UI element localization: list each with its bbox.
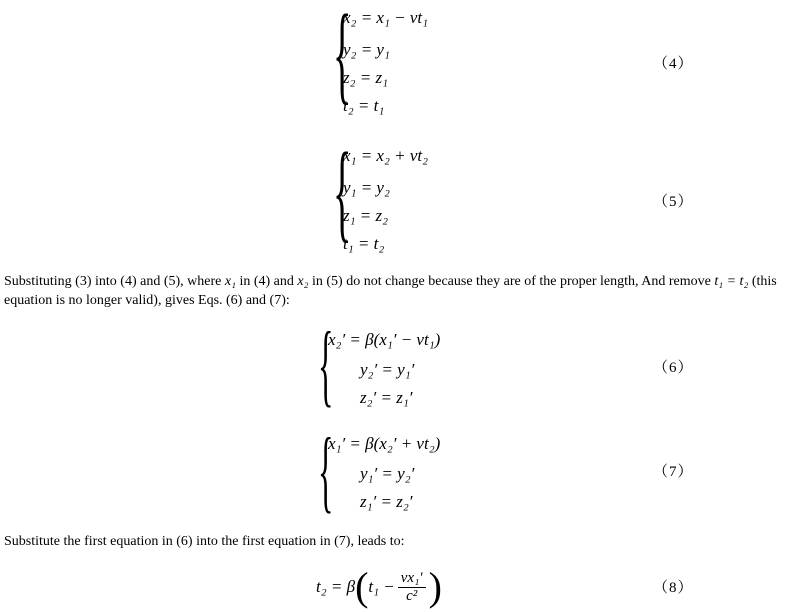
equation-line: z₂ = z₁ — [343, 68, 389, 87]
left-brace: { — [318, 313, 334, 415]
equation-8 — [316, 562, 442, 612]
equation-line: z₁′ = z₂′ — [360, 492, 413, 511]
equation-line: z₂′ = z₁′ — [360, 388, 413, 407]
equation-number-7: （7） — [653, 464, 694, 480]
equation-line: y₂′ = y₁′ — [360, 360, 415, 379]
equation-term: t₁ − — [368, 577, 395, 596]
equation-system-7 — [318, 419, 518, 521]
math-variable: t₁ = t₂ — [714, 274, 749, 289]
math-variable: x₁ — [224, 274, 236, 289]
equation-system-4 — [333, 0, 533, 115]
right-paren: ) — [428, 564, 442, 609]
equation-line: x₁ = x₂ + vt₂ — [343, 146, 429, 165]
equation-system-6 — [318, 313, 518, 415]
math-variable: x₂ — [297, 274, 309, 289]
text-run: Substitute the first equation in (6) into the first equation in (7), leads to: — [4, 534, 405, 549]
equation-number-4: （4） — [653, 56, 694, 72]
body-paragraph — [4, 272, 806, 310]
equation-number-6: （6） — [653, 360, 694, 376]
left-brace: { — [318, 419, 334, 521]
equation-line: t₁ = t₂ — [343, 234, 385, 253]
equation-lhs: t₂ = β — [316, 577, 356, 596]
equation-line: y₁′ = y₂′ — [360, 464, 415, 483]
equation-line: t₂ = t₁ — [343, 96, 385, 115]
equation-line: x₂′ = β(x₁′ − vt₁) — [328, 330, 441, 349]
equation-line: y₂ = y₁ — [343, 40, 390, 59]
text-run: (this equation is no longer valid), gives Eqs. (6) and (7): — [4, 274, 777, 308]
equation-number-5: （5） — [653, 194, 694, 210]
equation-line: y₁ = y₂ — [343, 178, 390, 197]
text-run: in (5) do not change because they are of the proper length, And remove — [308, 274, 715, 289]
fraction — [398, 570, 426, 605]
body-paragraph — [4, 532, 806, 551]
equation-line: x₁′ = β(x₂′ + vt₂) — [328, 434, 441, 453]
equation-line: z₁ = z₂ — [343, 206, 389, 225]
left-brace: { — [333, 0, 352, 114]
equation-line: x₂ = x₁ − vt₁ — [343, 8, 429, 27]
left-brace: { — [333, 130, 352, 252]
text-run: in (4) and — [235, 274, 298, 289]
fraction-denominator: c² — [406, 587, 418, 604]
equation-number-8: （8） — [653, 580, 694, 596]
text-run: Substituting (3) into (4) and (5), where — [4, 274, 225, 289]
equation-system-5 — [333, 130, 533, 253]
left-paren: ( — [355, 564, 369, 609]
fraction-numerator: vx₁′ — [398, 570, 426, 588]
